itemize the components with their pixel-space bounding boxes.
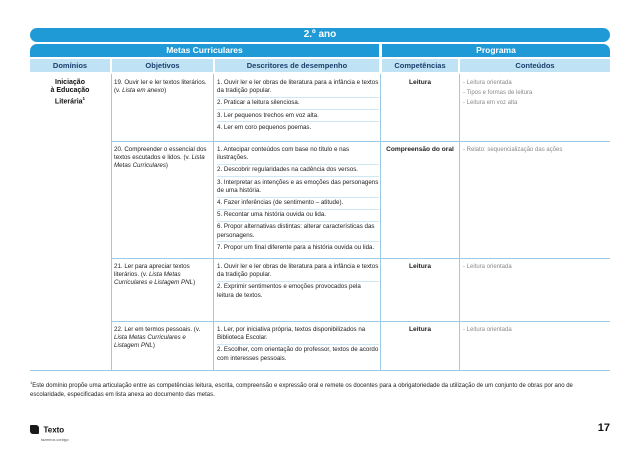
descriptor: 3. Ler pequenos trechos em voz alta. — [217, 112, 379, 123]
objective-21: 21. Ler para apreciar textos literários. (v. Lista Metas Curriculares e Listagem PNL) — [114, 263, 196, 287]
descriptor: 7. Propor um final diferente para a história ouvida ou lida. — [217, 243, 375, 251]
logo-tagline: fazemos contigo — [41, 438, 69, 442]
descriptor: 4. Ler em coro pequenos poemas. — [217, 123, 312, 131]
column-divider — [459, 74, 460, 371]
logo-name: Texto — [43, 425, 65, 435]
content-item: - Leitura orientada — [463, 80, 512, 86]
domain-line-2: à Educação — [50, 87, 90, 94]
descriptor: 2. Praticar a leitura silenciosa. — [217, 99, 379, 110]
footnote-text: Este domínio propõe uma articulação entre as competências leitura, escrita, compreensão e expressão oral e remete os docentes para a obrigatoriedade da utilização de um conjunto de obras por ano de escolaridade, especificadas em lista anexa ao documento das metas. — [30, 383, 573, 398]
domain-line-1: Iniciação — [55, 79, 85, 86]
domain-cell — [30, 79, 110, 106]
contents-19 — [463, 79, 610, 110]
row-divider — [111, 321, 610, 322]
column-divider — [111, 74, 112, 371]
content-item: - Leitura orientada — [463, 264, 512, 270]
descriptor: 3. Interpretar as intenções e as emoções das personagens de uma história. — [217, 179, 379, 198]
descriptors-22 — [217, 326, 379, 366]
descriptor: 1. Ouvir ler e ler obras de literatura para a infância e textos da tradição popular. — [217, 79, 379, 98]
descriptor: 5. Recontar uma história ouvida ou lida. — [217, 211, 379, 222]
texto-logo-icon — [30, 425, 39, 434]
objective-19: 19. Ouvir ler e ler textos literários. (v. Lista em anexo) — [114, 79, 207, 95]
descriptor: 1. Antecipar conteúdos com base no título e nas ilustrações. — [217, 146, 379, 165]
curriculum-table — [30, 74, 610, 371]
competence-22: Leitura — [409, 326, 431, 333]
descriptor: 1. Ouvir ler e ler obras de literatura para a infância e textos da tradição popular. — [217, 263, 379, 282]
column-divider — [213, 74, 214, 371]
contents-20 — [463, 146, 610, 156]
column-header-descritores: Descritores de desempenho — [215, 59, 379, 72]
domain-line-3: Literária — [54, 98, 83, 106]
content-item: - Relato: sequencialização das ações — [463, 147, 563, 153]
objective-22: 22. Ler em termos pessoais. (v. Lista Metas Curriculares e Listagem PNL) — [114, 326, 201, 350]
publisher-logo — [30, 421, 69, 442]
content-item: - Leitura em voz alta — [463, 100, 518, 107]
column-divider — [380, 74, 381, 371]
descriptor: 2. Exprimir sentimentos e emoções provocados pela leitura de textos. — [217, 283, 361, 299]
row-divider — [111, 141, 610, 142]
contents-21 — [463, 263, 610, 273]
footnote — [30, 378, 610, 400]
column-header-competencias: Competências — [382, 59, 458, 72]
column-header-conteudos: Conteúdos — [460, 59, 610, 72]
competence-19: Leitura — [409, 79, 431, 86]
contents-22 — [463, 326, 610, 336]
descriptors-19 — [217, 79, 379, 135]
footnote-mark: 1 — [30, 380, 33, 385]
page-number: 17 — [597, 422, 610, 434]
header-programa: Programa — [382, 44, 610, 57]
descriptor: 4. Fazer inferências (de sentimento – atitude). — [217, 199, 379, 210]
descriptors-21 — [217, 263, 379, 303]
domain-footnote-mark: 1 — [82, 96, 86, 101]
table-bottom-border — [30, 370, 610, 371]
descriptor: 2. Descobrir regularidades na cadência dos versos. — [217, 166, 379, 177]
descriptor: 6. Propor alternativas distintas: alterar características das personagens. — [217, 223, 379, 242]
descriptors-20 — [217, 146, 379, 255]
descriptor: 2. Escolher, com orientação do professor, textos de acordo com interesses pessoais. — [217, 346, 379, 362]
year-band: 2.º ano — [30, 28, 610, 42]
objective-20: 20. Compreender o essencial dos textos escutados e lidos. (v. Lista Metas Curriculares) — [114, 146, 207, 170]
descriptor: 1. Ler, por iniciativa própria, textos disponibilizados na Biblioteca Escolar. — [217, 326, 379, 345]
column-header-dominios: Domínios — [30, 59, 110, 72]
competence-21: Leitura — [409, 263, 431, 270]
content-item: - Tipos e formas de leitura — [463, 90, 533, 97]
column-header-objetivos: Objetivos — [112, 59, 213, 72]
content-item: - Leitura orientada — [463, 327, 512, 333]
row-divider — [111, 258, 610, 259]
header-metas-curriculares: Metas Curriculares — [30, 44, 379, 57]
competence-20: Compreensão do oral — [386, 146, 454, 153]
